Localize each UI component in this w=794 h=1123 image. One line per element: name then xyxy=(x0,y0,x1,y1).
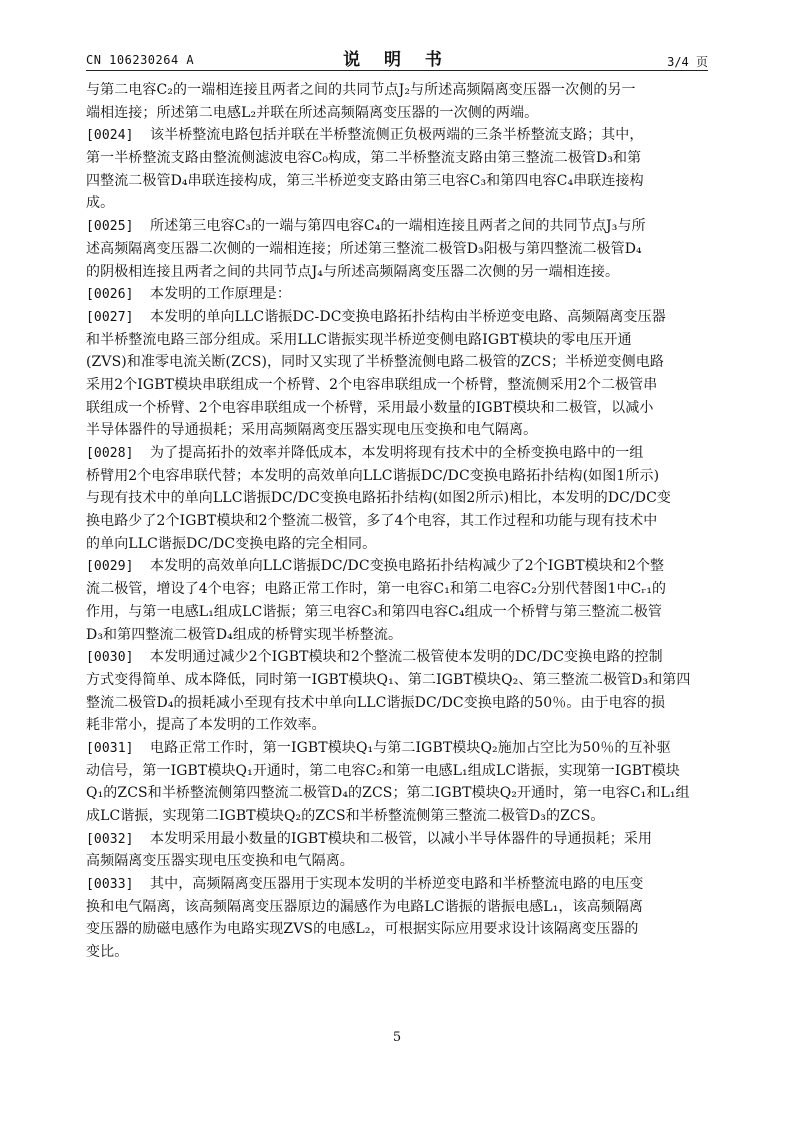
text-line xyxy=(86,465,708,488)
text-line xyxy=(86,283,708,306)
line-text: 和半桥整流电路三部分组成。采用LLC谐振实现半桥逆变侧电路IGBT模块的零电压开通 xyxy=(86,331,632,348)
line-text: 与第二电容C₂的一端相连接且两者之间的共同节点J₂与所述高频隔离变压器一次侧的另一 xyxy=(86,82,636,98)
paragraph-number: [0026] xyxy=(86,287,134,303)
document-title: 说 明 书 xyxy=(343,50,451,70)
text-line xyxy=(86,419,708,442)
line-text: 桥臂用2个电容串联代替；本发明的高效单向LLC谐振DC/DC变换电路拓扑结构(如图1所示) xyxy=(86,467,660,484)
line-text: 电路正常工作时，第一IGBT模块Q₁与第二IGBT模块Q₂施加占空比为50％的互补驱 xyxy=(150,739,671,756)
paragraph-number: [0033] xyxy=(86,877,134,893)
text-line xyxy=(86,487,708,510)
line-text: 为了提高拓扑的效率并降低成本，本发明将现有技术中的全桥变换电路中的一组 xyxy=(150,445,644,461)
line-text: 变比。 xyxy=(86,944,129,961)
line-text: 与现有技术中的单向LLC谐振DC/DC变换电路拓扑结构(如图2所示)相比，本发明的DC/DC变 xyxy=(86,490,672,507)
line-text: 成LC谐振，实现第二IGBT模块Q₂的ZCS和半桥整流侧第三整流二极管D₃的ZCS。 xyxy=(86,808,605,824)
text-line xyxy=(86,805,708,828)
page-header xyxy=(86,44,708,71)
line-text: (ZVS)和准零电流关断(ZCS)，同时又实现了半桥整流侧电路二极管的ZCS；半桥逆变侧电路 xyxy=(86,354,664,371)
line-text: 第一半桥整流支路由整流侧滤波电容C₀构成，第二半桥整流支路由第三整流二极管D₃和第 xyxy=(86,150,642,167)
line-text: 高频隔离变压器实现电压变换和电气隔离。 xyxy=(86,853,354,870)
line-text: 流二极管，增设了4个电容；电路正常工作时，第一电容C₁和第二电容C₂分别代替图1中Cᵣ₁的 xyxy=(86,581,667,598)
page-of-indicator: 3/4 页 xyxy=(667,55,708,69)
paragraph-number: [0028] xyxy=(86,446,134,461)
line-text: 其中，高频隔离变压器用于实现本发明的半桥逆变电路和半桥整流电路的电压变 xyxy=(150,876,644,893)
line-text: 的单向LLC谐振DC/DC变换电路的完全相同。 xyxy=(86,535,377,552)
line-text: 本发明的工作原理是： xyxy=(150,286,291,303)
line-text: 动信号，第一IGBT模块Q₁开通时，第二电容C₂和第一电感L₁组成LC谐振，实现第一IGBT模块 xyxy=(86,762,680,779)
line-text: Q₁的ZCS和半桥整流侧第四整流二极管D₄的ZCS；第二IGBT模块Q₂开通时，第一电容C₁和L₁组 xyxy=(86,785,690,802)
text-line xyxy=(86,192,708,215)
line-text: 本发明通过减少2个IGBT模块和2个整流二极管使本发明的DC/DC变换电路的控制 xyxy=(150,649,663,666)
text-line xyxy=(86,669,708,692)
text-line xyxy=(86,510,708,533)
paragraph-number: [0029] xyxy=(86,559,134,575)
text-line xyxy=(86,760,708,783)
line-text: 本发明的高效单向LLC谐振DC/DC变换电路拓扑结构减少了2个IGBT模块和2个整 xyxy=(150,558,665,575)
paragraph-number: [0027] xyxy=(86,309,134,325)
line-text: D₃和第四整流二极管D₄组成的桥臂实现半桥整流。 xyxy=(86,626,403,643)
line-text: 该半桥整流电路包括并联在半桥整流侧正负极两端的三条半桥整流支路；其中， xyxy=(150,127,644,144)
text-line xyxy=(86,238,708,261)
text-line xyxy=(86,578,708,601)
text-line xyxy=(86,79,708,102)
line-text: 本发明采用最小数量的IGBT模块和二极管，以减小半导体器件的导通损耗；采用 xyxy=(150,830,653,847)
line-text: 整流二极管D₄的损耗减小至现有技术中单向LLC谐振DC/DC变换电路的50％。由于电容的损 xyxy=(86,694,666,711)
text-line xyxy=(86,737,708,760)
paragraph-number: [0025] xyxy=(86,219,134,235)
paragraph-number: [0030] xyxy=(86,650,134,666)
line-text: 耗非常小，提高了本发明的工作效率。 xyxy=(86,717,326,734)
text-line xyxy=(86,646,708,669)
document-body xyxy=(86,79,708,964)
text-line xyxy=(86,306,708,329)
paragraph-number: [0031] xyxy=(86,740,134,756)
line-text: 成。 xyxy=(86,195,115,212)
text-line xyxy=(86,170,708,193)
text-line xyxy=(86,828,708,851)
text-line xyxy=(86,533,708,556)
text-line xyxy=(86,102,708,125)
line-text: 四整流二极管D₄串联连接构成，第三半桥逆变支路由第三电容C₃和第四电容C₄串联连接构 xyxy=(86,172,644,189)
publication-number: CN 106230264 A xyxy=(86,53,195,67)
line-text: 本发明的单向LLC谐振DC-DC变换电路拓扑结构由半桥逆变电路、高频隔离变压器 xyxy=(150,308,666,325)
line-text: 述高频隔离变压器二次侧的一端相连接；所述第三整流二极管D₃阳极与第四整流二极管D₄ xyxy=(86,240,642,257)
page-number: 5 xyxy=(392,1030,402,1045)
text-line xyxy=(86,442,708,465)
text-line xyxy=(86,351,708,374)
text-line xyxy=(86,261,708,284)
text-line xyxy=(86,124,708,147)
paragraph-number: [0032] xyxy=(86,831,134,847)
line-text: 采用2个IGBT模块串联组成一个桥臂、2个电容串联组成一个桥臂，整流侧采用2个二极管串 xyxy=(86,376,658,393)
text-line xyxy=(86,692,708,715)
text-line xyxy=(86,147,708,170)
line-text: 所述第三电容C₃的一端与第四电容C₄的一端相连接且两者之间的共同节点J₃与所 xyxy=(150,218,646,235)
line-text: 换电路少了2个IGBT模块和2个整流二极管，多了4个电容，其工作过程和功能与现有技术中 xyxy=(86,513,658,530)
text-line xyxy=(86,624,708,647)
line-text: 作用，与第一电感L₁组成LC谐振；第三电容C₃和第四电容C₄组成一个桥臂与第三整流二极管 xyxy=(86,603,662,620)
line-text: 联组成一个桥臂、2个电容串联组成一个桥臂，采用最小数量的IGBT模块和二极管，以减小 xyxy=(86,399,654,416)
text-line xyxy=(86,941,708,964)
text-line xyxy=(86,555,708,578)
text-line xyxy=(86,714,708,737)
text-line xyxy=(86,873,708,896)
line-text: 变压器的励磁电感作为电路实现ZVS的电感L₂，可根据实际应用要求设计该隔离变压器的 xyxy=(86,921,639,938)
text-line xyxy=(86,782,708,805)
line-text: 半导体器件的导通损耗；采用高频隔离变压器实现电压变换和电气隔离。 xyxy=(86,422,538,439)
line-text: 方式变得简单、成本降低，同时第一IGBT模块Q₁、第二IGBT模块Q₂、第三整流二极管D₃和第四 xyxy=(86,671,691,688)
paragraph-number: [0024] xyxy=(86,128,134,144)
text-line xyxy=(86,374,708,397)
text-line xyxy=(86,896,708,919)
text-line xyxy=(86,850,708,873)
text-line xyxy=(86,397,708,420)
text-line xyxy=(86,215,708,238)
text-line xyxy=(86,918,708,941)
line-text: 换和电气隔离，该高频隔离变压器原边的漏感作为电路LC谐振的谐振电感L₁，该高频隔离 xyxy=(86,898,644,915)
line-text: 端相连接；所述第二电感L₂并联在所述高频隔离变压器的一次侧的两端。 xyxy=(86,104,539,121)
text-line xyxy=(86,329,708,352)
line-text: 的阴极相连接且两者之间的共同节点J₄与所述高频隔离变压器二次侧的另一端相连接。 xyxy=(86,263,620,280)
text-line xyxy=(86,601,708,624)
